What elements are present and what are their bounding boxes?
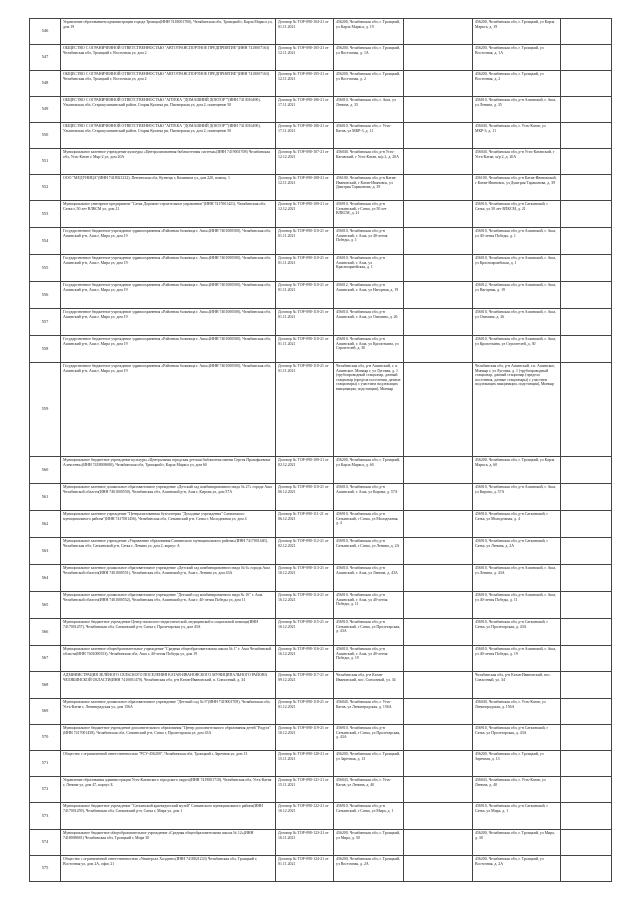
table-row (30, 803, 612, 830)
activity-address-cell: Челябинская обл, р-н Катав-Ивановский, пос. Совхозный, ул. 34 (473, 672, 561, 699)
table-row (30, 565, 612, 592)
empty-cell (561, 830, 612, 856)
table-row (30, 646, 612, 672)
object-address-cell: 456200, Челябинская обл, г. Троицкий, ул Восточная, д. 1А (334, 45, 404, 71)
empty-cell (561, 565, 612, 592)
organization-cell: Муниципальное казенное учреждение культуры «Централизованная библиотечная система»(ИНН 7419001708) Челябинская обл, Усть-Катав г, Мкр-2 ул, дом 20А (61, 149, 276, 175)
contract-cell: Договор № ТОР-090-122-21 от 16.12.2021 (276, 803, 334, 830)
activity-address-cell: 456100, Челябинская обл, р-н Катав-Ивановский, г Катав-Ивановск, ул Дмитрия Тараканова, д. 39 (473, 175, 561, 201)
row-number-cell: 552 (30, 175, 61, 201)
organization-cell: ОБЩЕСТВО С ОГРАНИЧЕННОЙ ОТВЕТСТВЕННОСТЬЮ "АПТЕКА "ДОМАШНИЙ ДОКТОР""(ИНН 7413016490), Ульяновская обл, Старокулаткинский район, Старая Кулатка рп, Пионерская ул, дом 2, помещение 50 (61, 123, 276, 149)
table-row (30, 97, 612, 123)
empty-cell (404, 71, 473, 97)
empty-cell (404, 149, 473, 175)
empty-cell (561, 123, 612, 149)
activity-address-cell: 456010, Челябинская обл, р-н Ашинский, г. Аша, ул Красноармейская, д. 1 (473, 255, 561, 282)
empty-cell (404, 282, 473, 309)
organization-cell: Муниципальное казенное общеобразовательное учреждение "Средняя общеобразовательная школа № 1" г. Аша Челябинской области(ИНН 7401000553), Челябинская обл, Аша г, 40-летия Победы ул, дом 19 (61, 646, 276, 672)
object-address-cell: 456010, Челябинская обл, р-н Ашинский, г. Аша, ул Озимина, д. 26 (334, 309, 404, 336)
organization-cell: Муниципальное бюджетное учреждение дополнительного образования "Центр дополнительного образования детей "Радуга"(ИНН 7417001458), Челябинская обл, Саткинский р-н, Сатка г, Пролетарская ул, дом 43А (61, 725, 276, 751)
organization-cell: Муниципальное казенное учреждение "Централизованная бухгалтерия "Доходные учреждения" Саткинского муниципального района"(ИНН 7417001456), Челябинская обл, Саткинский р-н, Сатка г, Молодежная ул, дом 4 (61, 511, 276, 538)
empty-cell (561, 363, 612, 457)
table-row (30, 363, 612, 457)
organization-cell: АДМИНИСТРАЦИЯ ЗЕЛЁНОГО СЕЛЬСКОГО ПОСЕЛЕНИЯ КАТАВ-ИВАНОВСКОГО МУНИЦИПАЛЬНОГО РАЙОНА ЧЕЛЯБИНСКОЙ ОБЛАСТИ(ИНН 7410001470), Челябинская обл, р-н Катав-Ивановский, п. Совхозный, д. 34 (61, 672, 276, 699)
object-address-cell: 456200, Челябинская обл, г. Троицкий, ул Карла Маркса, д. 19 (334, 19, 404, 45)
table-row (30, 856, 612, 882)
contract-cell: Договор № ТОР-090-108-21 от 12.11.2021 (276, 175, 334, 201)
activity-address-cell: 456200, Челябинская обл, г. Троицкий, ул Восточная, д. 2А (473, 856, 561, 882)
activity-address-cell: 456200, Челябинская обл, г. Троицкий, ул Восточная, д. 1А (473, 45, 561, 71)
object-address-cell: 456010, Челябинская обл, р-н Ашинский, г. Аша, ул 40-летия Победы, д. 19 (334, 646, 404, 672)
empty-cell (561, 282, 612, 309)
organization-cell: Общество с ограниченной ответственностью "РСУ-456200", Челябинская обл, Троицкий г, Заречная ул, дом 13 (61, 751, 276, 777)
organization-cell: Муниципальное казенное дошкольное образовательное учреждение «Детский сад комбинированного вида № 27» города Аша Челябинской области(ИНН 7401000550), Челябинская обл, Ашинский р-н, Аша г, Кирова ул, дом 57А (61, 484, 276, 511)
table-row (30, 149, 612, 175)
object-address-cell: 456200, Челябинская обл, г. Троицкий, ул Восточная, д. 2А (334, 856, 404, 882)
contract-cell: Договор № ТОР-090-109-21 от 02.12.2021 (276, 457, 334, 484)
object-address-cell: 456200, Челябинская обл, г. Троицкий, ул Заречная, д. 13 (334, 751, 404, 777)
organization-cell: Государственное бюджетное учреждение здравоохранения «Районная больница г. Аша»(ИНН 7401000500), Челябинская обл, Ашинский р-н, Аша г, Мира ул, дом 19 (61, 228, 276, 255)
row-number-cell: 555 (30, 255, 61, 282)
contract-cell: Договор № ТОР-090-105-21 от 12.11.2021 (276, 71, 334, 97)
organization-cell: Государственное бюджетное учреждение здравоохранения «Районная больница г. Аша»(ИНН 7401000500), Челябинская обл, Ашинский р-н, Аша г, Мира ул, дом 19 (61, 282, 276, 309)
empty-cell (561, 201, 612, 228)
empty-cell (404, 699, 473, 725)
contract-cell: Договор № ТОР-090-110-21 от 01.11.2021 (276, 282, 334, 309)
contract-cell: Договор № ТОР-090-110-21 от 01.11.2021 (276, 228, 334, 255)
activity-address-cell: 456040, Челябинская обл, р-н Усть-Катавский, г Усть-Катав, м/р 2, д. 20А (473, 149, 561, 175)
empty-cell (561, 149, 612, 175)
activity-address-cell: 456200, Челябинская обл, г. Троицкий, ул Мира, д. 30 (473, 830, 561, 856)
empty-cell (561, 672, 612, 699)
row-number-cell: 549 (30, 97, 61, 123)
empty-cell (561, 592, 612, 619)
activity-address-cell: 456010, Челябинская обл, р-н Ашинский, г. Аша, ул Кропоткина, ул Строителей, д. 30 (473, 336, 561, 363)
empty-cell (404, 672, 473, 699)
activity-address-cell: 456040, Челябинская обл, г. Усть-Катав, ул Ленинградская, д. 156А (473, 699, 561, 725)
empty-cell (561, 856, 612, 882)
empty-cell (561, 97, 612, 123)
row-number-cell: 573 (30, 803, 61, 830)
contract-cell: Договор № ТОР-090-114-21 от 16.12.2021 (276, 592, 334, 619)
row-number-cell: 565 (30, 592, 61, 619)
contract-cell: Договор № ТОР-090-115-21 от 16.12.2021 (276, 619, 334, 646)
row-number-cell: 570 (30, 725, 61, 751)
activity-address-cell: 456910, Челябинская обл, р-н Саткинский, г Сатка, ул Пролетарская, д. 43А (473, 619, 561, 646)
row-number-cell: 568 (30, 672, 61, 699)
empty-cell (561, 19, 612, 45)
contract-cell: Договор № ТОР-090-106-21 от 17.11.2021 (276, 97, 334, 123)
object-address-cell: 456010, Челябинская обл, р-н Ашинский, г. Аша, ул Ленина, д. 43А (334, 565, 404, 592)
table-row (30, 592, 612, 619)
contract-cell: Договор № ТОР-090-117-21 от 09.12.2021 (276, 672, 334, 699)
row-number-cell: 574 (30, 830, 61, 856)
object-address-cell: 456043, Челябинская обл, г. Усть-Катав, ул Ленина, д. 40 (334, 777, 404, 803)
activity-address-cell: 456010, Челябинская обл, р-н Ашинский, г. Аша, ул 40-летия Победы, д. 19 (473, 646, 561, 672)
object-address-cell: 456910, Челябинская обл, р-н Саткинский, г Сатка, ул Молодежная, д. 4 (334, 511, 404, 538)
row-number-cell: 572 (30, 777, 61, 803)
empty-cell (561, 457, 612, 484)
table-row (30, 538, 612, 565)
row-number-cell: 554 (30, 228, 61, 255)
contract-cell: Договор № ТОР-090-104-21 от 01.11.2021 (276, 19, 334, 45)
table-row (30, 777, 612, 803)
object-address-cell: 456100, Челябинская обл, р-н Катав-Ивановский, г Катав-Ивановск, ул Дмитрия Тараканова, д. 39 (334, 175, 404, 201)
organization-cell: ОБЩЕСТВО С ОГРАНИЧЕННОЙ ОТВЕТСТВЕННОСТЬЮ "АПТЕКА "ДОМАШНИЙ ДОКТОР""(ИНН 7413016490), Ульяновская обл, Старокулаткинский район, Старая Кулатка рп, Пионерская ул, дом 2, помещение 50 (61, 97, 276, 123)
table-row (30, 45, 612, 71)
empty-cell (404, 201, 473, 228)
empty-cell (561, 751, 612, 777)
row-number-cell: 564 (30, 565, 61, 592)
activity-address-cell: 456200, Челябинская обл, г. Троицкий, ул Восточная, д. 2 (473, 71, 561, 97)
object-address-cell: 456910, Челябинская обл, р-н Саткинский, г Сатка, ул Пролетарская, д. 43А (334, 619, 404, 646)
contract-cell: Договор № ТОР-090-106-21 от 17.11.2021 (276, 123, 334, 149)
table-row (30, 699, 612, 725)
organization-cell: Общество с ограниченной ответственностью «Универсал Холдинг»(ИНН 7418021233) Челябинская обл, Троицкий г, Восточная ул, дом 2А, офис 21 (61, 856, 276, 882)
empty-cell (404, 592, 473, 619)
empty-cell (404, 803, 473, 830)
table-row (30, 830, 612, 856)
row-number-cell: 563 (30, 538, 61, 565)
object-address-cell: 456010, Челябинская обл, г. Аша, ул Ленина, д. 35 (334, 97, 404, 123)
empty-cell (404, 123, 473, 149)
organization-cell: Муниципальное бюджетное учреждение "Саткинский краеведческий музей" Саткинского муниципального района(ИНН 7417001459), Челябинская обл, Саткинский р-н, Сатка г, Мира ул, дом 1 (61, 803, 276, 830)
table-row (30, 511, 612, 538)
empty-cell (561, 511, 612, 538)
object-address-cell: 456010, Челябинская обл, р-н Ашинский, г. Аша, ул Кропоткина, ул Строителей, д. 30 (334, 336, 404, 363)
activity-address-cell: 456010, Челябинская обл, р-н Ашинский, г. Аша, ул Озимина, д. 26 (473, 309, 561, 336)
empty-cell (561, 255, 612, 282)
object-address-cell: 456200, Челябинская обл, г. Троицкий, ул Карла Маркса, д. 60 (334, 457, 404, 484)
object-address-cell: 456010, Челябинская обл, р-н Ашинский, г. Аша, ул Красноармейская, д. 1 (334, 255, 404, 282)
empty-cell (404, 309, 473, 336)
row-number-cell: 558 (30, 336, 61, 363)
table-row (30, 228, 612, 255)
empty-cell (561, 538, 612, 565)
activity-address-cell: 456910, Челябинская обл, р-н Саткинский, г Сатка, ул Ленина, д. 2А (473, 538, 561, 565)
empty-cell (561, 228, 612, 255)
object-address-cell: Челябинская обл, р-н Ашинский, г. п. Ашинское, Миньяр г, ул Луговая, д. 1 (трубопроводный стационар, дачный стационар (предела поселения, дачные стационары) с участием подлежащих вакцинации, подстанция), Миньяр (334, 363, 404, 457)
activity-address-cell: 456010, Челябинская обл, р-н Ашинский, г. Аша, ул Кирова, д. 57А (473, 484, 561, 511)
object-address-cell: 456200, Челябинская обл, г. Троицкий, ул Мира, д. 30 (334, 830, 404, 856)
row-number-cell: 551 (30, 149, 61, 175)
object-address-cell: 456040, Челябинская обл, р-н Усть-Катавский, г Усть-Катав, м/р 2, д. 20А (334, 149, 404, 175)
organization-cell: Муниципальное бюджетное общеобразовательное учреждение «Средняя общеобразовательная школа № 12»(ИНН 7418008681) Челябинская обл, Троицкий г, Мира 30 (61, 830, 276, 856)
table-row (30, 19, 612, 45)
organization-cell: Муниципальное казенное дошкольное образовательное учреждение "Детский сад № 9"(ИНН 7419001709), Челябинская обл, Усть-Катав г, Ленинградская ул, дом 156А (61, 699, 276, 725)
row-number-cell: 547 (30, 45, 61, 71)
contract-cell: Договор № ТОР-090-123-21 от 16.11.2021 (276, 830, 334, 856)
contract-cell: Договор № ТОР-090-120-21 от 15.11.2021 (276, 751, 334, 777)
organization-cell: Государственное бюджетное учреждение здравоохранения «Районная больница г. Аша»(ИНН 7401000500), Челябинская обл, Ашинский р-н, Аша г, Мира ул, дом 19 (61, 363, 276, 457)
table-row (30, 282, 612, 309)
object-address-cell: 456010, Челябинская обл, р-н Ашинский, г. Аша, ул 40-летия Победы, д. 1 (334, 228, 404, 255)
row-number-cell: 566 (30, 619, 61, 646)
row-number-cell: 562 (30, 511, 61, 538)
empty-cell (561, 175, 612, 201)
table-row (30, 71, 612, 97)
activity-address-cell: 456200, Челябинская обл, г. Троицкий, ул Карла Маркса, д. 60 (473, 457, 561, 484)
table-row (30, 336, 612, 363)
table-row (30, 672, 612, 699)
activity-address-cell: 456200, Челябинская обл, г. Троицкий, ул Заречная, д. 13 (473, 751, 561, 777)
empty-cell (404, 511, 473, 538)
table-row (30, 457, 612, 484)
activity-address-cell: 456040, Челябинская обл, г. Усть-Катав, ул МКР-3, д. 11 (473, 123, 561, 149)
organization-cell: Муниципальное казенное дошкольное образовательное учреждение «Детский сад комбинированного вида № 6» города Аша Челябинской области(ИНН 7401000551), Челябинская обл, Ашинский р-н, Аша г, Ленина ул, дом 43А (61, 565, 276, 592)
empty-cell (561, 71, 612, 97)
empty-cell (561, 699, 612, 725)
empty-cell (561, 336, 612, 363)
contract-cell: Договор № ТОР-090-110-21 от 01.11.2021 (276, 309, 334, 336)
empty-cell (404, 228, 473, 255)
table-row (30, 484, 612, 511)
row-number-cell: 575 (30, 856, 61, 882)
empty-cell (561, 646, 612, 672)
activity-address-cell: 456910, Челябинская обл, р-н Саткинский, г Сатка, ул Мира, д. 1 (473, 803, 561, 830)
object-address-cell: 456910, Челябинская обл, р-н Саткинский, г Сатка, ул 50 лет ВЛКСМ, д. 21 (334, 201, 404, 228)
activity-address-cell: 456910, Челябинская обл, р-н Саткинский, г Сатка, ул Пролетарская, д. 43А (473, 725, 561, 751)
row-number-cell: 560 (30, 457, 61, 484)
table-row (30, 619, 612, 646)
activity-address-cell: 456010, Челябинская обл, р-н Ашинский, г. Аша, ул Ленина, д. 35 (473, 97, 561, 123)
row-number-cell: 553 (30, 201, 61, 228)
organization-cell: Управление образованием администрации города Троицка(ИНН 7418001700), Челябинская обл, Троицкий г, Карла Маркса ул, дом 19 (61, 19, 276, 45)
organization-cell: ОБЩЕСТВО С ОГРАНИЧЕННОЙ ОТВЕТСТВЕННОСТЬЮ "АВТОТРАНСПОРТНОЕ ПРЕДПРИЯТИЕ"(ИНН 7418007163) Челябинская обл, Троицкий г, Восточная ул, дом 2 (61, 45, 276, 71)
contract-cell: Договор № ТОР-090-124-21 от 01.11.2021 (276, 856, 334, 882)
object-address-cell: Челябинская обл, р-н Катав-Ивановский, пос. Совхозный, ул. 34 (334, 672, 404, 699)
empty-cell (404, 619, 473, 646)
contract-cell: Договор № ТОР-090-107-21 от 12.12.2021 (276, 149, 334, 175)
empty-cell (561, 777, 612, 803)
contract-cell: Договор № ТОР-090-111-21 от 06.12.2021 (276, 511, 334, 538)
empty-cell (404, 45, 473, 71)
empty-cell (404, 255, 473, 282)
organization-cell: Муниципальное бюджетное учреждение Центр психолого-педагогической, медицинской и социальной помощи(ИНН 7417001457), Челябинская обл, Саткинский р-н, Сатка г, Пролетарская ул, дом 43А (61, 619, 276, 646)
empty-cell (404, 646, 473, 672)
empty-cell (561, 725, 612, 751)
table-row (30, 255, 612, 282)
contract-cell: Договор № ТОР-090-109-21 от 12.12.2021 (276, 201, 334, 228)
object-address-cell: 456010, Челябинская обл, г. Усть-Катав, ул МКР-3, д. 11 (334, 123, 404, 149)
empty-cell (404, 19, 473, 45)
row-number-cell: 571 (30, 751, 61, 777)
row-number-cell: 546 (30, 19, 61, 45)
empty-cell (561, 45, 612, 71)
activity-address-cell: 456010, Челябинская обл, р-н Ашинский, г. Аша, ул 40-летия Победы, д. 1 (473, 228, 561, 255)
contract-cell: Договор № ТОР-090-118-21 от 01.12.2021 (276, 699, 334, 725)
empty-cell (404, 363, 473, 457)
contract-cell: Договор № ТОР-090-110-21 от 01.11.2021 (276, 255, 334, 282)
empty-cell (404, 97, 473, 123)
activity-address-cell: 456910, Челябинская обл, р-н Саткинский, г Сатка, ул 50 лет ВЛКСМ, д. 21 (473, 201, 561, 228)
registry-table (29, 18, 612, 882)
organization-cell: Муниципальное казенное дошкольное образовательное учреждение "Детский сад комбинированного вида № 16" г. Аша Челябинской области(ИНН 7401000552), Челябинская обл, Ашинский р-н, Аша г, 40-летия Победы ул, дом 11 (61, 592, 276, 619)
row-number-cell: 548 (30, 71, 61, 97)
object-address-cell: 456910, Челябинская обл, р-н Саткинский, г Сатка, ул Пролетарская, д. 43А (334, 725, 404, 751)
empty-cell (404, 751, 473, 777)
contract-cell: Договор № ТОР-090-116-21 от 16.12.2021 (276, 646, 334, 672)
empty-cell (561, 803, 612, 830)
contract-cell: Договор № ТОР-090-110-21 от 01.11.2021 (276, 336, 334, 363)
empty-cell (404, 457, 473, 484)
empty-cell (404, 336, 473, 363)
activity-address-cell: 456043, Челябинская обл, г. Усть-Катав, ул Ленина, д. 40 (473, 777, 561, 803)
row-number-cell: 559 (30, 363, 61, 457)
contract-cell: Договор № ТОР-090-112-21 от 02.12.2021 (276, 538, 334, 565)
activity-address-cell: Челябинская обл, р-н Ашинский, г.п. Ашинское, Миньяр г, ул Луговая, д. 1 (трубопроводный стационар, дачный стационар (предела поселения, дачные стационары) с участием подлежащих вакцинации, подстанция), Миньяр (473, 363, 561, 457)
object-address-cell: 456910, Челябинская обл, р-н Саткинский, г Сатка, ул Ленина, д. 2А (334, 538, 404, 565)
table-row (30, 309, 612, 336)
row-number-cell: 561 (30, 484, 61, 511)
table-row (30, 123, 612, 149)
activity-address-cell: 456010, Челябинская обл, р-н Ашинский, г. Аша, ул Ленина, д. 43А (473, 565, 561, 592)
empty-cell (404, 856, 473, 882)
contract-cell: Договор № ТОР-090-113-21 от 16.12.2021 (276, 565, 334, 592)
empty-cell (404, 565, 473, 592)
empty-cell (404, 830, 473, 856)
organization-cell: Государственное бюджетное учреждение здравоохранения «Районная больница г. Аша»(ИНН 7401000500), Челябинская обл, Ашинский р-н, Аша г, Мира ул, дом 19 (61, 255, 276, 282)
row-number-cell: 557 (30, 309, 61, 336)
table-row (30, 751, 612, 777)
table-row (30, 175, 612, 201)
organization-cell: ОБЩЕСТВО С ОГРАНИЧЕННОЙ ОТВЕТСТВЕННОСТЬЮ "АВТОТРАНСПОРТНОЕ ПРЕДПРИЯТИЕ"(ИНН 7418007163) Челябинская обл, Троицкий г, Восточная ул, дом 2 (61, 71, 276, 97)
activity-address-cell: 456012, Челябинская обл, р-н Ашинский, г. Аша, ул Нагорная, д. 19 (473, 282, 561, 309)
empty-cell (561, 309, 612, 336)
contract-cell: Договор № ТОР-090-105-21 от 12.11.2021 (276, 45, 334, 71)
empty-cell (404, 538, 473, 565)
empty-cell (404, 484, 473, 511)
organization-cell: Муниципальное казенное учреждение «Управление образования Саткинского муниципального района»(ИНН 7417001440), Челябинская обл, Саткинский р-н, Сатка г, Ленина ул, дом 2, корпус А (61, 538, 276, 565)
empty-cell (404, 175, 473, 201)
organization-cell: Муниципальное бюджетное учреждение культуры «Центральная городская детская библиотека имени Сергея Прокофьевича Алексеева»(ИНН 7418008680), Челябинская обл, Троицкий г, Карла Маркса ул, дом 60 (61, 457, 276, 484)
contract-cell: Договор № ТОР-090-110-21 от 01.11.2021 (276, 363, 334, 457)
activity-address-cell: 456200, Челябинская обл, г. Троицкий, ул Карла Маркса, д. 19 (473, 19, 561, 45)
activity-address-cell: 456010, Челябинская обл, р-н Ашинский, г. Аша, ул 40-летия Победы, д. 11 (473, 592, 561, 619)
organization-cell: Управление образования администрации Усть-Катавского городского округа(ИНН 7419001710), Челябинская обл, Усть-Катав г, Ленина ул, дом 47, корпус Б (61, 777, 276, 803)
table-row (30, 201, 612, 228)
table-row (30, 725, 612, 751)
empty-cell (561, 484, 612, 511)
activity-address-cell: 456910, Челябинская обл, р-н Саткинский, г Сатка, ул Молодежная, д. 4 (473, 511, 561, 538)
row-number-cell: 550 (30, 123, 61, 149)
object-address-cell: 456012, Челябинская обл, р-н Ашинский, г. Аша, ул Нагорная, д. 19 (334, 282, 404, 309)
empty-cell (561, 619, 612, 646)
contract-cell: Договор № ТОР-090-121-21 от 15.11.2021 (276, 777, 334, 803)
organization-cell: ООО "МЕДУНИЦА"(ИНН 7418021232), Пензенская обл, Кузнецк г, Калинина ул, дом 220, помещ. 1 (61, 175, 276, 201)
row-number-cell: 567 (30, 646, 61, 672)
row-number-cell: 556 (30, 282, 61, 309)
object-address-cell: 456040, Челябинская обл, г. Усть-Катав, ул Ленинградская, д. 156А (334, 699, 404, 725)
empty-cell (404, 777, 473, 803)
object-address-cell: 456010, Челябинская обл, р-н Ашинский, г. Аша, ул Кирова, д. 57А (334, 484, 404, 511)
contract-cell: Договор № ТОР-090-110-21 от 06.12.2021 (276, 484, 334, 511)
object-address-cell: 456010, Челябинская обл, р-н Ашинский, г. Аша, ул 40-летия Победы, д. 11 (334, 592, 404, 619)
contract-cell: Договор № ТОР-090-119-21 от 16.12.2021 (276, 725, 334, 751)
object-address-cell: 456200, Челябинская обл, г. Троицкий, ул Восточная, д. 2 (334, 71, 404, 97)
object-address-cell: 456910, Челябинская обл, р-н Саткинский, г Сатка, ул Мира, д. 1 (334, 803, 404, 830)
empty-cell (404, 725, 473, 751)
organization-cell: Государственное бюджетное учреждение здравоохранения «Районная больница г. Аша»(ИНН 7401000500), Челябинская обл, Ашинский р-н, Аша г, Мира ул, дом 19 (61, 309, 276, 336)
organization-cell: Муниципальное унитарное предприятие "Сатка Дорожно-строительное управление"(ИНН 7417001421), Челябинская обл, Сатка г, 50 лет ВЛКСМ ул, дом 21 (61, 201, 276, 228)
row-number-cell: 569 (30, 699, 61, 725)
organization-cell: Государственное бюджетное учреждение здравоохранения «Районная больница г. Аша»(ИНН 7401000500), Челябинская обл, Ашинский р-н, Аша г, Мира ул, дом 19 (61, 336, 276, 363)
